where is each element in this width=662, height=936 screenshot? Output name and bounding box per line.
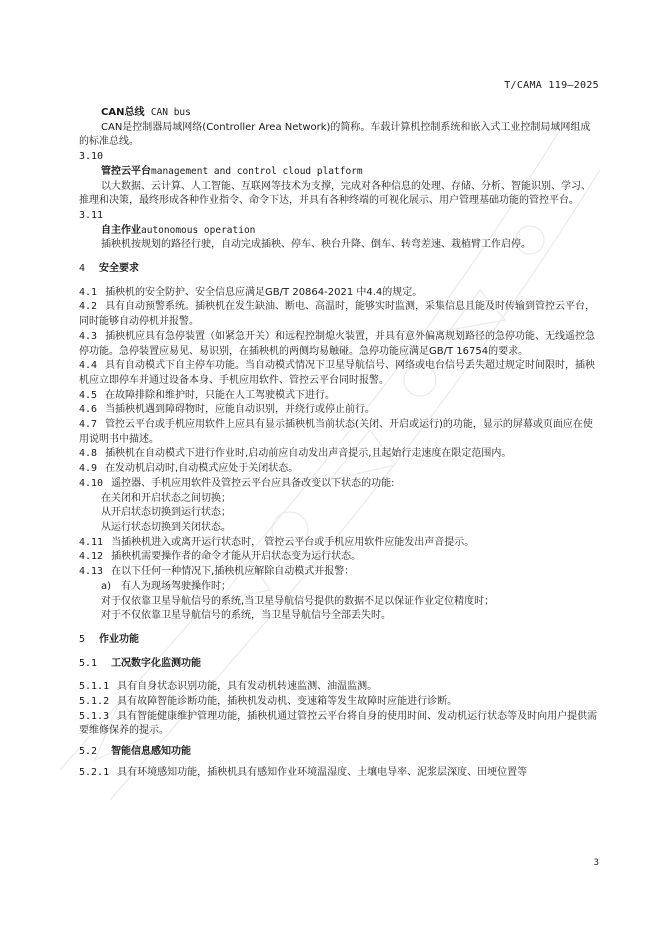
clause-text: 插秧机在自动模式下进行作业时,启动前应自动发出声音提示,且起始行走速度在限定范围内。 — [105, 448, 512, 460]
term-en: autonomous operation — [141, 224, 256, 236]
clause-text: 在故障排除和维护时，只能在人工驾驶模式下进行。 — [105, 389, 336, 401]
clause-number: 5.1.3 — [79, 710, 110, 722]
clause-text: 具有自动模式下自主停车功能。当自动模式情况下卫星导航信号、网络或电台信号丢失超过规定时间限时，插秧机应立即停车并通过设备本身、手机应用软件、管控云平台同时报警。 — [79, 360, 596, 386]
subsection-number: 5.2 — [79, 746, 98, 758]
section-title: 安全要求 — [99, 263, 140, 275]
clause-number: 4.5 — [79, 389, 98, 401]
document-body — [79, 106, 600, 781]
clause-number: 5.1.2 — [79, 696, 110, 708]
subsection-title: 智能信息感知功能 — [111, 746, 192, 758]
clause-subitem: 在关闭和开启状态之间切换； — [101, 492, 231, 504]
clause-text: 插秧机的安全防护、安全信息应满足GB/T 20864-2021 中4.4的规定。 — [105, 286, 423, 298]
subsection-heading-5-1 — [79, 657, 600, 672]
clause-subitem: 从运行状态切换到关闭状态。 — [101, 521, 231, 533]
clause-number: 4.4 — [79, 360, 98, 372]
subsection-heading-5-2 — [79, 745, 600, 760]
subsection-number: 5.1 — [79, 657, 98, 669]
clause-item — [79, 695, 600, 710]
term-zh: 自主作业 — [101, 224, 141, 236]
clause-number: 4.12 — [79, 551, 104, 563]
clause-text: 当插秧机进入或离开运行状态时， 管控云平台或手机应用软件应能发出声音提示。 — [111, 536, 475, 548]
clause-item — [79, 462, 600, 477]
clause-item — [79, 403, 600, 418]
clause-text: 在发动机启动时,自动模式应处于关闭状态。 — [105, 463, 299, 475]
clause-text: 插秧机应具有急停装置（如紧急开关）和远程控制熄火装置，并具有意外偏离规划路径的急停功能、无线遥控急停功能。急停装置应易见、易识别，在插秧机的两侧均易触碰。急停功能应满足GB/T 16754的要求。 — [79, 330, 596, 357]
clause-text: 具有自动预警系统。插秧机在发生缺油、断电、高温时，能够实时监测，采集信息且能及时传输到管控云平台，同时能够自动停机并报警。 — [79, 301, 596, 328]
document-standard-id: T/CAMA 119—2025 — [504, 80, 599, 91]
term-heading-can-bus — [79, 106, 600, 121]
clause-item — [79, 389, 600, 404]
clause-number: 5.1.1 — [79, 681, 110, 693]
clause-item — [79, 286, 600, 301]
term-heading-autonomous-operation — [79, 224, 600, 239]
clause-number: 4.10 — [79, 477, 104, 489]
clause-number: 4.3 — [79, 330, 98, 342]
clause-item — [79, 710, 600, 739]
section-number: 5 — [79, 633, 86, 645]
term-number: 3.10 — [79, 151, 104, 163]
term-zh: CAN总线 — [101, 107, 145, 118]
clause-text: 遥控器、手机应用软件及管控云平台应具备改变以下状态的功能: — [111, 477, 395, 489]
clause-text: 在以下任何一种情况下,插秧机应解除自动模式并报警： — [111, 566, 355, 578]
section-heading-5 — [79, 633, 600, 648]
clause-text: 插秧机需要操作者的命令才能从开启状态变为运行状态。 — [111, 551, 362, 563]
clause-item — [79, 359, 600, 388]
clause-text: 具有环境感知功能，插秧机具有感知作业环境温湿度、土壤电导率、泥浆层深度、田埂位置等 — [117, 766, 528, 778]
clause-number: 4.1 — [79, 286, 98, 298]
clause-item — [79, 418, 600, 447]
term-definition: 以大数据、云计算、人工智能、互联网等技术为支撑，完成对各种信息的处理、存储、分析、智能识别、学习、推理和决策，最终形成各种作业指令、命令下达，并具有各种终端的可视化展示、用户管理基础功能的管控平台。 — [79, 180, 591, 207]
clause-item — [79, 565, 600, 580]
clause-item — [79, 766, 600, 781]
clause-subitem: 从开启状态切换到运行状态； — [101, 507, 231, 519]
page-number: 3 — [593, 858, 599, 868]
clause-number: 4.13 — [79, 566, 104, 578]
term-number: 3.11 — [79, 209, 104, 221]
term-zh: 管控云平台 — [101, 165, 151, 177]
clause-text: 管控云平台或手机应用软件上应具有显示插秧机当前状态(关闭、开启或运行)的功能，显示的屏幕或页面应在使用说明书中描述。 — [79, 419, 593, 445]
term-definition: 插秧机按规划的路径行驶，自动完成插秧、停车、秧台升降、倒车、转弯差速、栽植臂工作启停。 — [101, 239, 531, 251]
subsection-title: 工况数字化监测功能 — [111, 657, 202, 669]
section-number: 4 — [79, 263, 86, 275]
section-heading-4 — [79, 262, 600, 277]
clause-number: 4.8 — [79, 448, 98, 460]
clause-item — [79, 680, 600, 695]
clause-number: 4.9 — [79, 463, 98, 475]
clause-number: 5.2.1 — [79, 766, 110, 778]
clause-number: 4.6 — [79, 404, 98, 416]
clause-number: 4.2 — [79, 301, 98, 313]
clause-item — [79, 447, 600, 462]
clause-item — [79, 330, 600, 359]
term-en: management and control cloud platform — [151, 165, 363, 177]
clause-text: 具有故障智能诊断功能，插秧机发动机、变速箱等发生故障时应能进行诊断。 — [117, 696, 458, 708]
section-title: 作业功能 — [99, 633, 140, 645]
clause-number: 4.11 — [79, 536, 104, 548]
clause-subitem: 对于不仅依靠卫星导航信号的系统，当卫星导航信号全部丢失时。 — [101, 610, 391, 622]
clause-item — [79, 536, 600, 551]
clause-item — [79, 550, 600, 565]
term-en: CAN bus — [150, 107, 191, 118]
term-heading-cloud-platform — [79, 165, 600, 180]
clause-subitem: 对于仅依靠卫星导航信号的系统,当卫星导航信号提供的数据不足以保证作业定位精度时； — [101, 595, 495, 607]
clause-number: 4.7 — [79, 419, 98, 431]
clause-item — [79, 300, 600, 329]
clause-text: 具有自身状态识别功能，具有发动机转速监测、油温监测。 — [117, 681, 378, 693]
clause-subitem: a) 有人为现场驾驶操作时； — [101, 580, 232, 592]
clause-item — [79, 477, 600, 492]
clause-text: 当插秧机遇到障碍物时，应能自动识别，并绕行或停止前行。 — [105, 404, 376, 416]
term-definition: CAN是控制器局域网络(Controller Area Network)的简称。车载计算机控制系统和嵌入式工业控制局域网组成的标准总线。 — [79, 121, 591, 148]
clause-text: 具有智能健康维护管理功能，插秧机通过管控云平台将自身的使用时间、发动机运行状态等及时向用户提供需要维修保养的提示。 — [79, 710, 598, 737]
